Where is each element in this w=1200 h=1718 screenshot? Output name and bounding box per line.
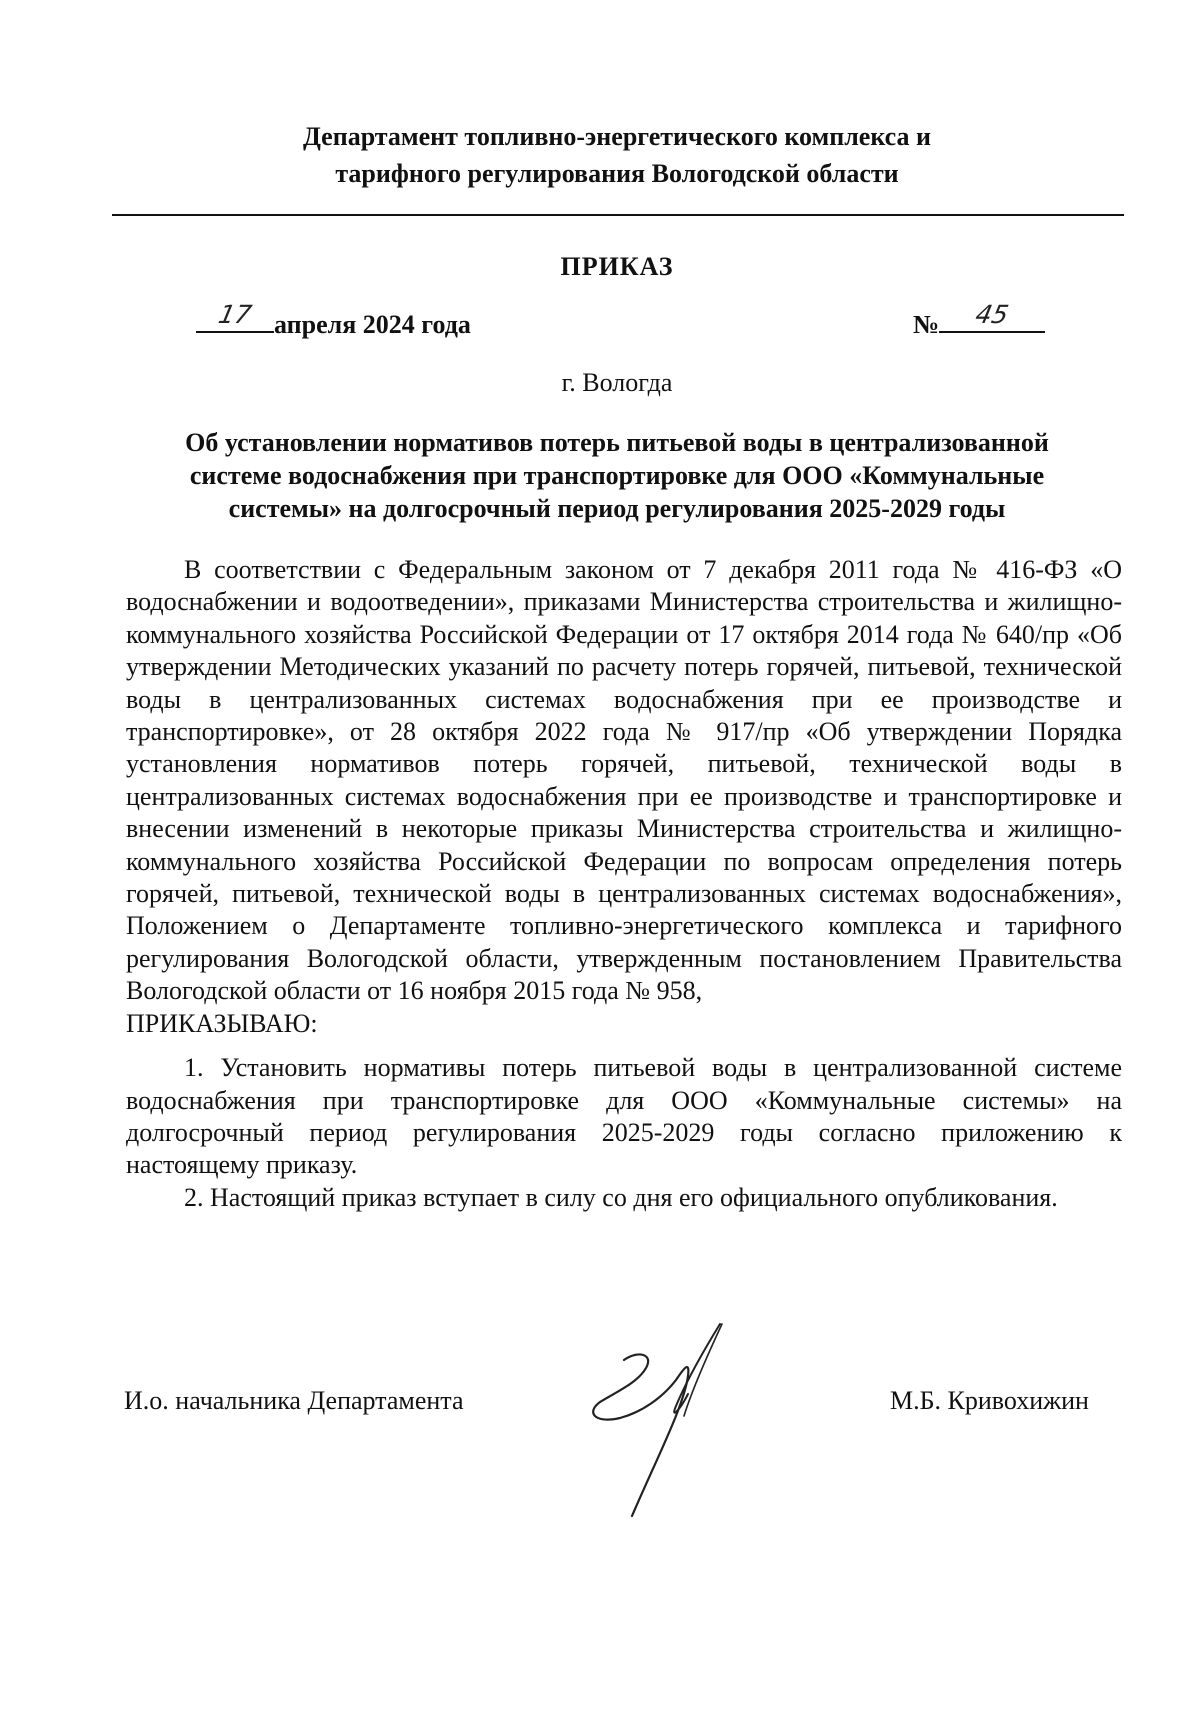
order-number-label: №: [913, 310, 940, 339]
order-title: ПРИКАЗ: [560, 252, 674, 281]
order-number-blank: [939, 300, 1045, 333]
department-line-1: Департамент топливно-энергетического комплекса и: [302, 122, 932, 151]
department-header: [112, 118, 1122, 192]
order-body: [126, 554, 1122, 1214]
handwritten-signature: [580, 1320, 740, 1520]
order-date: [196, 300, 471, 340]
department-line-2: тарифного регулирования Вологодской области: [335, 159, 899, 188]
order-number: [913, 300, 1045, 340]
order-number-handwritten: 45: [973, 300, 1012, 329]
signatory-position: И.о. начальника Департамента: [124, 1386, 464, 1415]
order-subject: [112, 426, 1122, 525]
order-city: г. Вологда: [561, 368, 673, 397]
directive-word: ПРИКАЗЫВАЮ:: [126, 1008, 318, 1038]
order-item-2: 2. Настоящий приказ вступает в силу со дня его официального опубликования.: [184, 1182, 1058, 1212]
order-item-1: 1. Установить нормативы потерь питьевой воды в централизованной системе водоснабжения при транспортировке для ООО «Коммунальные системы» на долгосрочный период регулирования 2025-2029 годы согласно приложению к настоящему приказу.: [126, 1053, 1122, 1180]
header-divider: [112, 214, 1124, 216]
preamble-paragraph: В соответствии с Федеральным законом от 7 декабря 2011 года № 416-ФЗ «О водоснабжении и водоотведении», приказами Министерства строительства и жилищно-коммунального хозяйства Российской Федерации от 17 октября 2014 года № 640/пр «Об утверждении Методических указаний по расчету потерь горячей, питьевой, технической воды в централизованных системах водоснабжения при ее производстве и транспортировке», от 28 октября 2022 года № 917/пр «Об утверждении Порядка установления нормативов потерь горячей, питьевой, технической воды в централизованных системах водоснабжения при ее производстве и транспортировке и внесении изменений в некоторые приказы Министерства строительства и жилищно-коммунального хозяйства Российской Федерации по вопросам определения потерь горячей, питьевой, технической воды в централизованных системах водоснабжения», Положением о Департаменте топливно-энергетического комплекса и тарифного регулирования Вологодской области, утвержденным постановлением Правительства Вологодской области от 16 ноября 2015 года № 958,: [126, 555, 1122, 1006]
signatory-name: М.Б. Кривохижин: [890, 1386, 1089, 1415]
subject-line-1: Об установлении нормативов потерь питьевой воды в централизованной: [185, 428, 1049, 457]
subject-line-2: системе водоснабжения при транспортировке для ООО «Коммунальные: [189, 461, 1045, 490]
order-date-rest: апреля 2024 года: [274, 310, 471, 339]
order-day-blank: [196, 300, 274, 333]
order-day-handwritten: 17: [216, 300, 254, 329]
subject-line-3: системы» на долгосрочный период регулирования 2025-2029 годы: [228, 494, 1006, 523]
